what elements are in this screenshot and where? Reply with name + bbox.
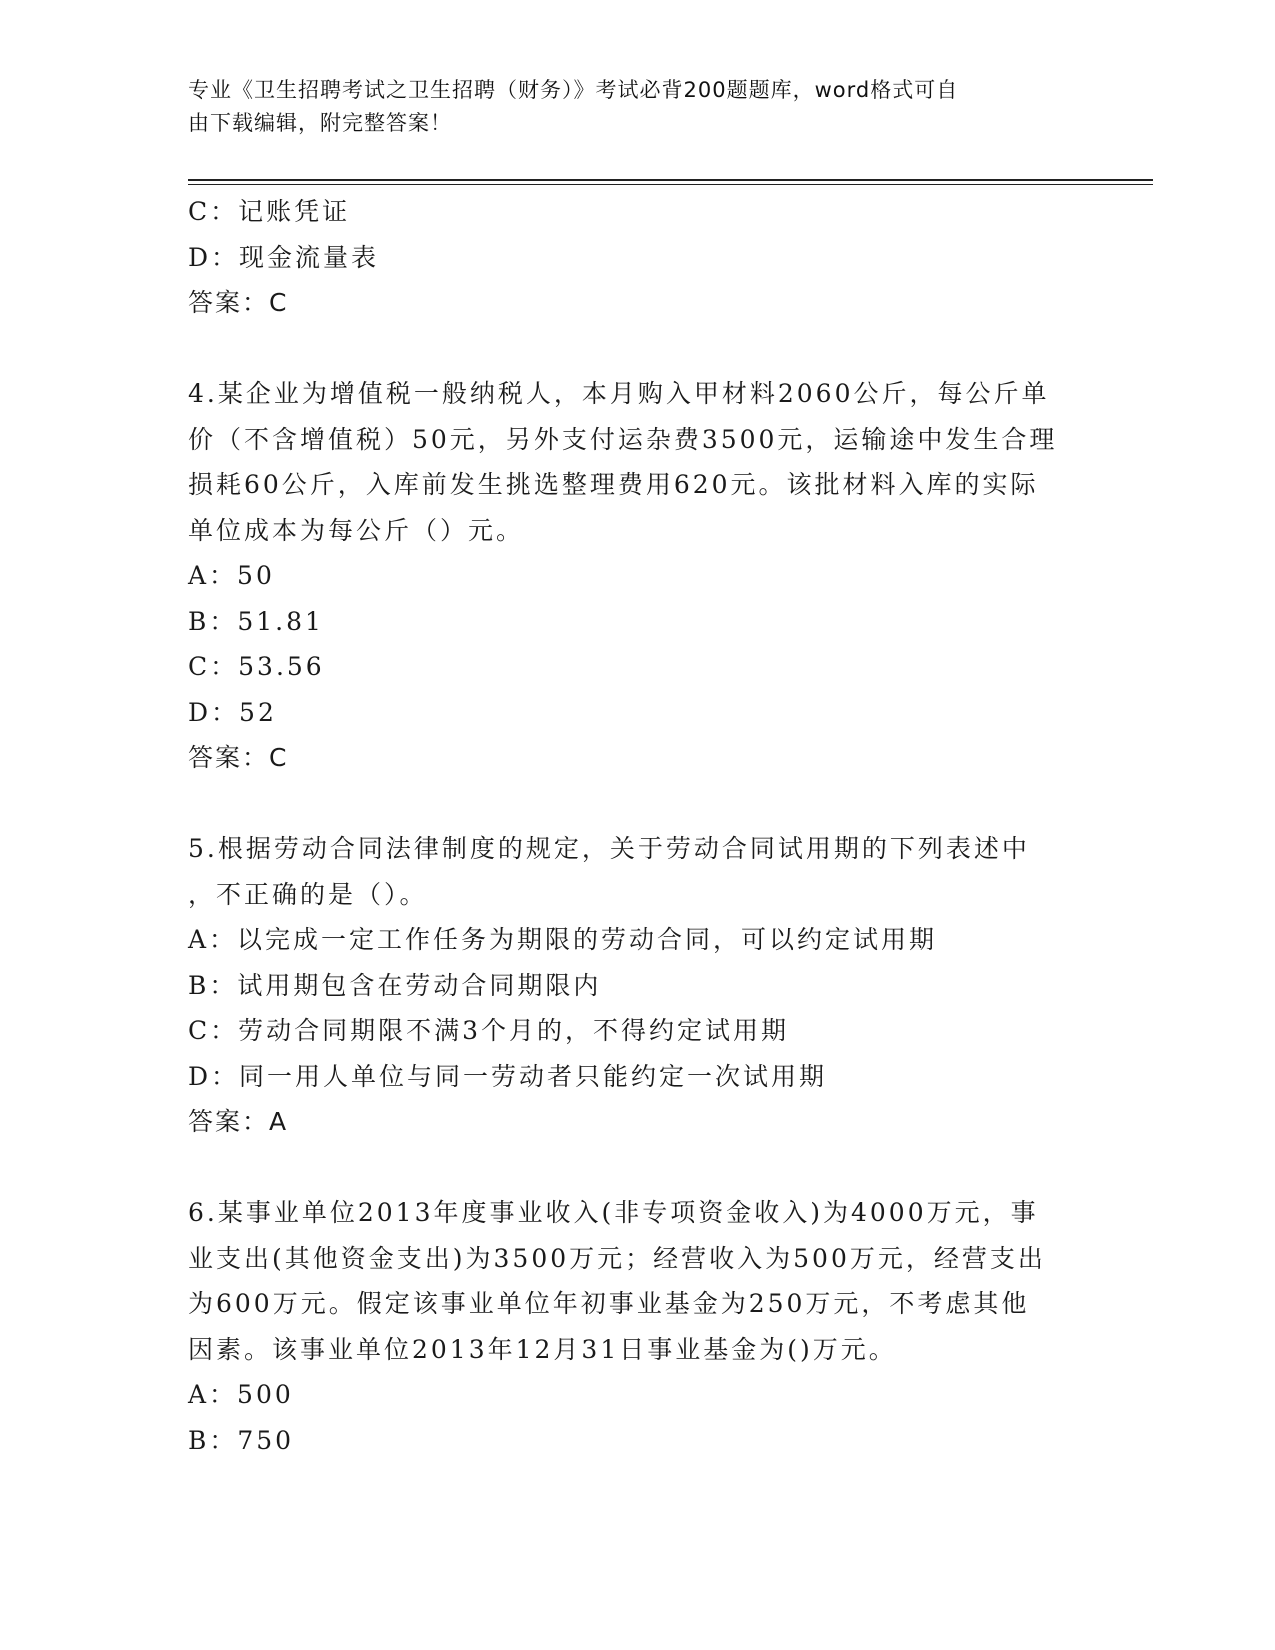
question-5 — [188, 826, 1088, 1145]
spacer — [188, 1145, 1088, 1191]
question-list — [188, 189, 1088, 1463]
option-d: D：现金流量表 — [188, 242, 380, 272]
question-stem-line: 5.根据劳动合同法律制度的规定，关于劳动合同试用期的下列表述中 — [188, 834, 1030, 863]
question-stem-line: 6.某事业单位2013年度事业收入(非专项资金收入)为4000万元，事 — [188, 1198, 1039, 1227]
option-c: C：劳动合同期限不满3个月的，不得约定试用期 — [188, 1016, 790, 1045]
option-a: A：500 — [188, 1380, 294, 1409]
question-stem-line: 业支出(其他资金支出)为3500万元；经营收入为500万元，经营支出 — [188, 1243, 1046, 1273]
document-header — [188, 74, 1068, 140]
spacer — [188, 781, 1088, 827]
option-b: B：750 — [188, 1425, 295, 1455]
option-d: D：52 — [188, 697, 277, 727]
option-d: D：同一用人单位与同一劳动者只能约定一次试用期 — [188, 1061, 828, 1091]
question-stem-line: 4.某企业为增值税一般纳税人，本月购入甲材料2060公斤，每公斤单 — [188, 379, 1050, 408]
option-a: A：50 — [188, 561, 275, 590]
option-a: A：以完成一定工作任务为期限的劳动合同，可以约定试用期 — [188, 925, 938, 954]
header-divider-thin — [188, 184, 1153, 185]
option-b: B：试用期包含在劳动合同期限内 — [188, 970, 602, 1000]
option-c: C：记账凭证 — [188, 197, 351, 226]
question-stem-line: 价（不含增值税）50元，另外支付运杂费3500元，运输途中发生合理 — [188, 424, 1058, 454]
question-stem-line: 因素。该事业单位2013年12月31日事业基金为()万元。 — [188, 1334, 897, 1364]
question-6 — [188, 1190, 1088, 1463]
header-line-2: 由下载编辑，附完整答案！ — [188, 111, 452, 135]
answer: 答案：C — [188, 288, 289, 317]
question-4 — [188, 371, 1088, 781]
answer: 答案：C — [188, 743, 289, 772]
answer: 答案：A — [188, 1107, 289, 1136]
spacer — [188, 326, 1088, 372]
question-stem-line: ，不正确的是（）。 — [188, 879, 428, 909]
question-stem-line: 损耗60公斤，入库前发生挑选整理费用620元。该批材料入库的实际 — [188, 470, 1039, 499]
question-stem-line: 为600万元。假定该事业单位年初事业基金为250万元，不考虑其他 — [188, 1289, 1030, 1318]
header-divider-thick — [188, 179, 1153, 181]
question-3-tail — [188, 189, 1088, 326]
option-b: B：51.81 — [188, 606, 324, 636]
header-line-1: 专业《卫生招聘考试之卫生招聘（财务）》考试必背200题题库，word格式可自 — [188, 78, 959, 102]
option-c: C：53.56 — [188, 652, 325, 681]
question-stem-line: 单位成本为每公斤（）元。 — [188, 515, 525, 545]
